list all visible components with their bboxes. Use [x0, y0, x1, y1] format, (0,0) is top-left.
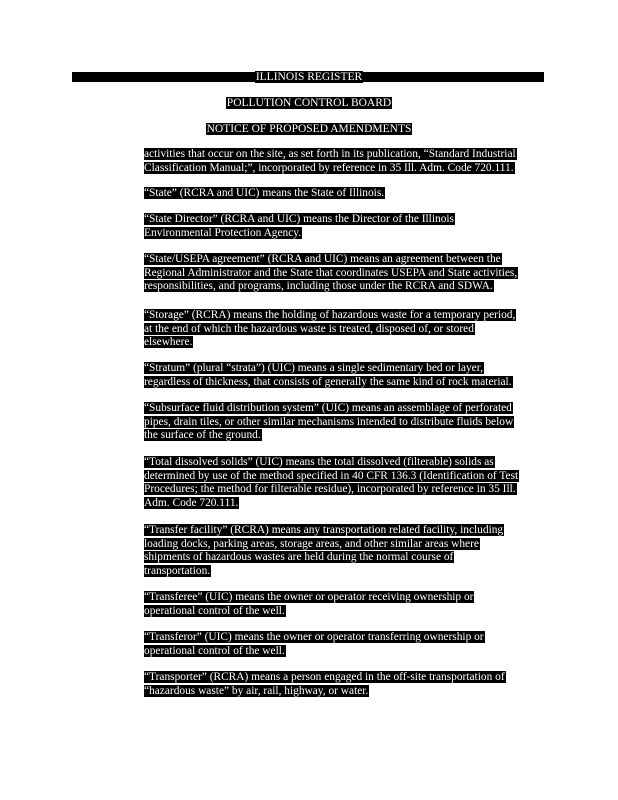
text-line — [144, 429, 514, 443]
text-line-content: shipments of hazardous wastes are held during the normal course of — [144, 551, 454, 564]
definition-paragraph — [144, 631, 485, 658]
definition-paragraph — [144, 213, 455, 240]
text-line-content: transportation. — [144, 564, 211, 577]
text-line — [144, 497, 519, 511]
text-line — [144, 253, 518, 267]
text-line — [144, 565, 504, 579]
text-line — [144, 551, 504, 565]
text-line-content: “Storage” (RCRA) means the holding of hazardous waste for a temporary period, — [144, 309, 516, 321]
definition-paragraph — [144, 524, 504, 578]
text-line-content: Classification Manual;”, incorporated by reference in 35 Ill. Adm. Code 720.111. — [144, 161, 514, 174]
text-line — [144, 645, 485, 659]
text-line — [144, 213, 455, 227]
text-line-content: “State Director” (RCRA and UIC) means the Director of the Illinois — [144, 213, 454, 225]
definition-paragraph — [144, 187, 385, 201]
text-line-content: Procedures; the method for filterable residue), incorporated by reference in 35 Ill. — [144, 483, 516, 496]
text-line-content: “Transferee” (UIC) means the owner or operator receiving ownership or — [144, 591, 474, 603]
text-line-content: “hazardous waste” by air, rail, highway, or water. — [144, 684, 369, 697]
text-line-content: Environmental Protection Agency. — [144, 226, 302, 239]
text-line-content: determined by use of the method specified in 40 CFR 136.3 (Identification of Test — [144, 469, 519, 482]
text-line — [144, 323, 516, 337]
text-line-content: “Transferor” (UIC) means the owner or operator transferring ownership or — [144, 631, 484, 643]
text-line-content: operational control of the well. — [144, 604, 285, 617]
text-line-content: “Transporter” (RCRA) means a person engaged in the off-site transportation of — [144, 671, 505, 683]
text-line-content: regardless of thickness, that consists of generally the same kind of rock material. — [144, 375, 512, 388]
definition-paragraph — [144, 362, 513, 389]
text-line — [144, 416, 514, 430]
text-line — [144, 483, 519, 497]
text-line — [144, 187, 385, 201]
text-line — [144, 376, 513, 390]
text-line — [144, 162, 517, 176]
definition-paragraph — [144, 148, 517, 175]
text-line — [144, 227, 455, 241]
definition-paragraph — [144, 402, 514, 443]
text-line-content: “Total dissolved solids” (UIC) means the total dissolved (filterable) solids as — [144, 456, 494, 468]
text-line-content: elsewhere. — [144, 336, 193, 349]
text-line — [144, 309, 516, 323]
text-line-content: Adm. Code 720.111. — [144, 496, 239, 509]
text-line-content: loading docks, parking areas, storage areas, and other similar areas where — [144, 537, 479, 550]
text-line — [144, 591, 474, 605]
text-line — [144, 280, 518, 294]
text-line-content: “State” (RCRA and UIC) means the State of Illinois. — [144, 187, 385, 199]
definition-paragraph — [144, 591, 474, 618]
register-title: ILLINOIS REGISTER — [255, 71, 363, 83]
text-line — [144, 631, 485, 645]
text-line-content: activities that occur on the site, as set forth in its publication, “Standard Industrial — [144, 148, 516, 160]
text-line — [144, 524, 504, 538]
definition-paragraph — [144, 309, 516, 350]
text-line-content: Regional Administrator and the State that coordinates USEPA and State activities, — [144, 266, 518, 279]
text-line — [144, 336, 516, 350]
text-line — [144, 671, 506, 685]
text-line — [144, 267, 518, 281]
text-line-content: the surface of the ground. — [144, 429, 261, 442]
text-line-content: “Subsurface fluid distribution system” (UIC) means an assemblage of perforated — [144, 402, 512, 414]
text-line — [144, 605, 474, 619]
text-line — [144, 402, 514, 416]
board-title: POLLUTION CONTROL BOARD — [226, 97, 392, 109]
text-line-content: “State/USEPA agreement” (RCRA and UIC) means an agreement between the — [144, 253, 501, 265]
text-line — [144, 470, 519, 484]
text-line-content: operational control of the well. — [144, 644, 285, 657]
text-line-content: “Stratum” (plural “strata”) (UIC) means a single sedimentary bed or layer, — [144, 362, 483, 374]
definition-paragraph — [144, 253, 518, 294]
text-line-content: “Transfer facility” (RCRA) means any transportation related facility, including — [144, 524, 504, 536]
text-line — [144, 362, 513, 376]
text-line — [144, 538, 504, 552]
text-line — [144, 148, 517, 162]
definition-paragraph — [144, 456, 519, 510]
notice-title: NOTICE OF PROPOSED AMENDMENTS — [206, 123, 412, 135]
text-line-content: pipes, drain tiles, or other similar mechanisms intended to distribute fluids below — [144, 415, 514, 428]
text-line — [144, 456, 519, 470]
text-line-content: at the end of which the hazardous waste is treated, disposed of, or stored — [144, 322, 474, 335]
definition-paragraph — [144, 671, 506, 698]
text-line — [144, 685, 506, 699]
text-line-content: responsibilities, and programs, including those under the RCRA and SDWA. — [144, 280, 493, 293]
